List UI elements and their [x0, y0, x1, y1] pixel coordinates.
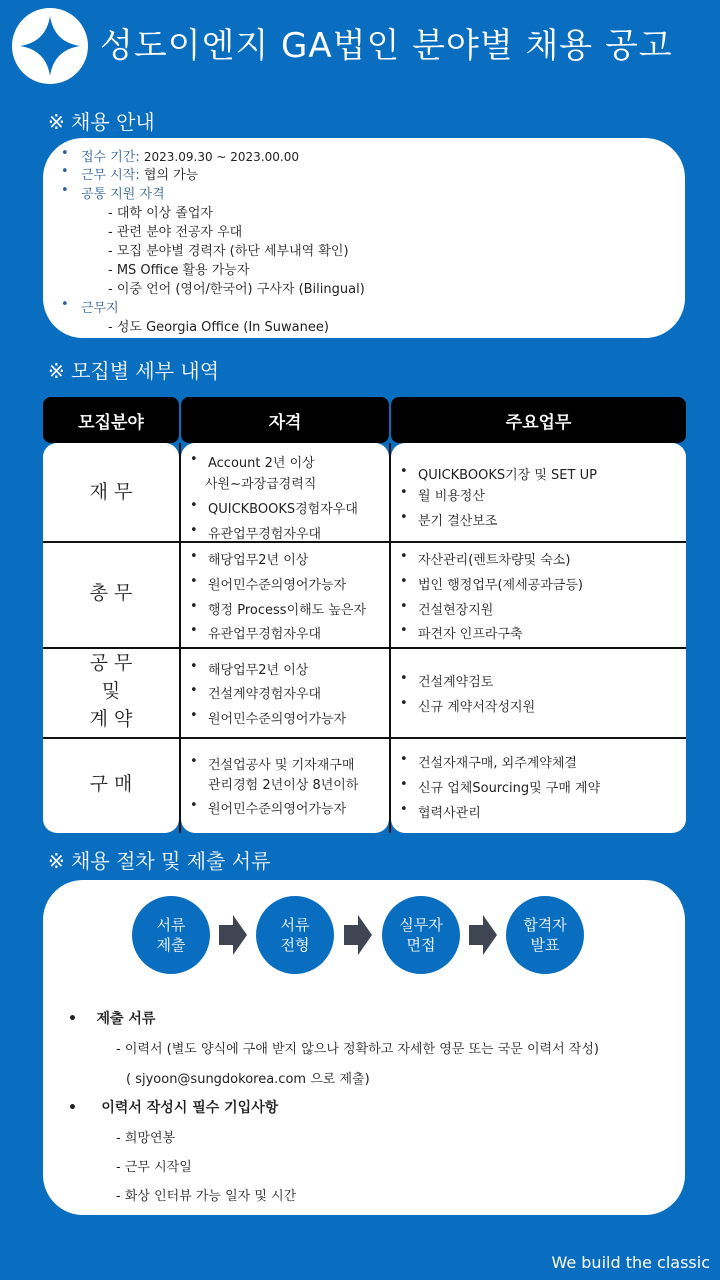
- step-line: 전형: [280, 936, 310, 954]
- location-label: 근무지: [81, 301, 119, 316]
- step-interview: [382, 896, 460, 974]
- qual-item: - MS Office 활용 가능자: [108, 263, 250, 278]
- start-value: 협의 가능: [143, 168, 199, 183]
- req-item: - 근무 시작일: [116, 1160, 192, 1175]
- step-line: 합격자: [523, 916, 567, 934]
- duty-item: • 신규 업체Sourcing및 구매 계약: [418, 777, 600, 796]
- duty-item: • 협력사관리: [418, 802, 481, 821]
- step-document-submit: [132, 896, 210, 974]
- qual-item: - 이중 언어 (영어/한국어) 구사자 (Bilingual): [108, 282, 365, 297]
- arrow-right-icon: [344, 915, 372, 955]
- duty-item: • QUICKBOOKS기장 및 SET UP: [418, 464, 597, 483]
- star-icon: [12, 8, 88, 84]
- qual-item: • 해당업무2년 이상: [208, 659, 308, 678]
- col-divider: [179, 443, 181, 833]
- section-title-info: ※ 채용 안내: [48, 110, 155, 134]
- info-start: [63, 164, 198, 183]
- field-finance: 재 무: [89, 481, 133, 503]
- req-item: - 화상 인터뷰 가능 일자 및 시간: [116, 1189, 297, 1204]
- field-line: 공 무: [89, 652, 133, 674]
- row-divider: [43, 737, 686, 739]
- qual-item: • 건설계약경험자우대: [208, 683, 321, 702]
- qual-item: - 모집 분야별 경력자 (하단 세부내역 확인): [108, 244, 349, 259]
- qual-item: • 건설업공사 및 기자재구매: [208, 754, 354, 773]
- docs-line: - 이력서 (별도 양식에 구애 받지 않으나 정확하고 자세한 영문 또는 국문 이력서 작성): [116, 1042, 599, 1057]
- section-title-detail: ※ 모집별 세부 내역: [48, 359, 220, 383]
- step-document-review: [256, 896, 334, 974]
- field-general-affairs: 총 무: [89, 582, 133, 604]
- step-line: 면접: [406, 936, 436, 954]
- qual-item: • 원어민수준의영어가능자: [208, 798, 346, 817]
- duty-item: • 월 비용정산: [418, 485, 485, 504]
- info-card: [43, 138, 685, 338]
- duty-item: • 신규 계약서작성지원: [418, 696, 535, 715]
- table-header-duty: 주요업무: [391, 397, 686, 443]
- duty-item: • 분기 결산보조: [418, 510, 497, 529]
- info-period: [63, 146, 299, 165]
- req-title: • 이력서 작성시 필수 기입사항: [68, 1100, 279, 1116]
- field-construction-contract: [43, 649, 179, 733]
- table-header-field: 모집분야: [43, 397, 179, 443]
- period-value: 2023.09.30 ~ 2023.00.00: [143, 150, 299, 164]
- docs-title: • 제출 서류: [68, 1011, 156, 1027]
- qual-item: • Account 2년 이상: [208, 452, 315, 471]
- duty-item: • 건설계약검토: [418, 671, 493, 690]
- field-line: 및: [101, 680, 121, 702]
- arrow-right-icon: [219, 915, 247, 955]
- qual-item: - 대학 이상 졸업자: [108, 206, 213, 221]
- step-line: 실무자: [399, 916, 443, 934]
- info-location-title: [63, 297, 119, 316]
- row-divider: [43, 541, 686, 543]
- qual-item: • 원어민수준의영어가능자: [208, 708, 346, 727]
- qual-item: • 원어민수준의영어가능자: [208, 574, 346, 593]
- qual-item: • 해당업무2년 이상: [208, 549, 308, 568]
- footer-slogan: We build the classic: [551, 1253, 710, 1272]
- duty-item: • 건설현장지원: [418, 599, 493, 618]
- qual-item: • 행정 Process이해도 높은자: [208, 599, 366, 618]
- step-line: 제출: [156, 936, 186, 954]
- duty-item: • 자산관리(렌트차량및 숙소): [418, 549, 570, 568]
- step-line: 서류: [156, 916, 186, 934]
- qual-item: 사원~과장급경력직: [205, 477, 317, 492]
- duty-item: • 법인 행정업무(제세공과금등): [418, 574, 583, 593]
- info-qual-title: [63, 183, 165, 202]
- req-item: - 희망연봉: [116, 1131, 176, 1146]
- field-purchasing: 구 매: [89, 773, 133, 795]
- table-header-qual: 자격: [181, 397, 389, 443]
- step-announcement: [506, 896, 584, 974]
- start-label: 근무 시작:: [81, 168, 140, 183]
- qual-item: 관리경험 2년이상 8년이하: [208, 778, 359, 793]
- col-divider: [389, 443, 391, 833]
- req-title-text: 이력서 작성시 필수 기입사항: [101, 1100, 279, 1116]
- qual-item: • 유관업무경험자우대: [208, 523, 321, 542]
- step-line: 발표: [530, 936, 560, 954]
- company-logo: [12, 8, 88, 84]
- field-line: 계 약: [89, 708, 133, 730]
- arrow-right-icon: [469, 915, 497, 955]
- page-title: 성도이엔지 GA법인 분야별 채용 공고: [100, 26, 673, 66]
- qual-item: - 관련 분야 전공자 우대: [108, 225, 243, 240]
- duty-item: • 건설자재구매, 외주계약체결: [418, 752, 577, 771]
- duty-item: • 파견자 인프라구축: [418, 623, 523, 642]
- period-label: 접수 기간:: [81, 150, 140, 165]
- docs-title-text: 제출 서류: [96, 1011, 156, 1027]
- section-title-process: ※ 채용 절차 및 제출 서류: [48, 849, 271, 873]
- step-line: 서류: [280, 916, 310, 934]
- qual-label: 공통 지원 자격: [81, 187, 165, 202]
- qual-item: • 유관업무경험자우대: [208, 623, 321, 642]
- docs-email-line: ( sjyoon@sungdokorea.com 으로 제출): [126, 1072, 370, 1087]
- location-value: - 성도 Georgia Office (In Suwanee): [108, 320, 329, 335]
- qual-item: • QUICKBOOKS경험자우대: [208, 498, 358, 517]
